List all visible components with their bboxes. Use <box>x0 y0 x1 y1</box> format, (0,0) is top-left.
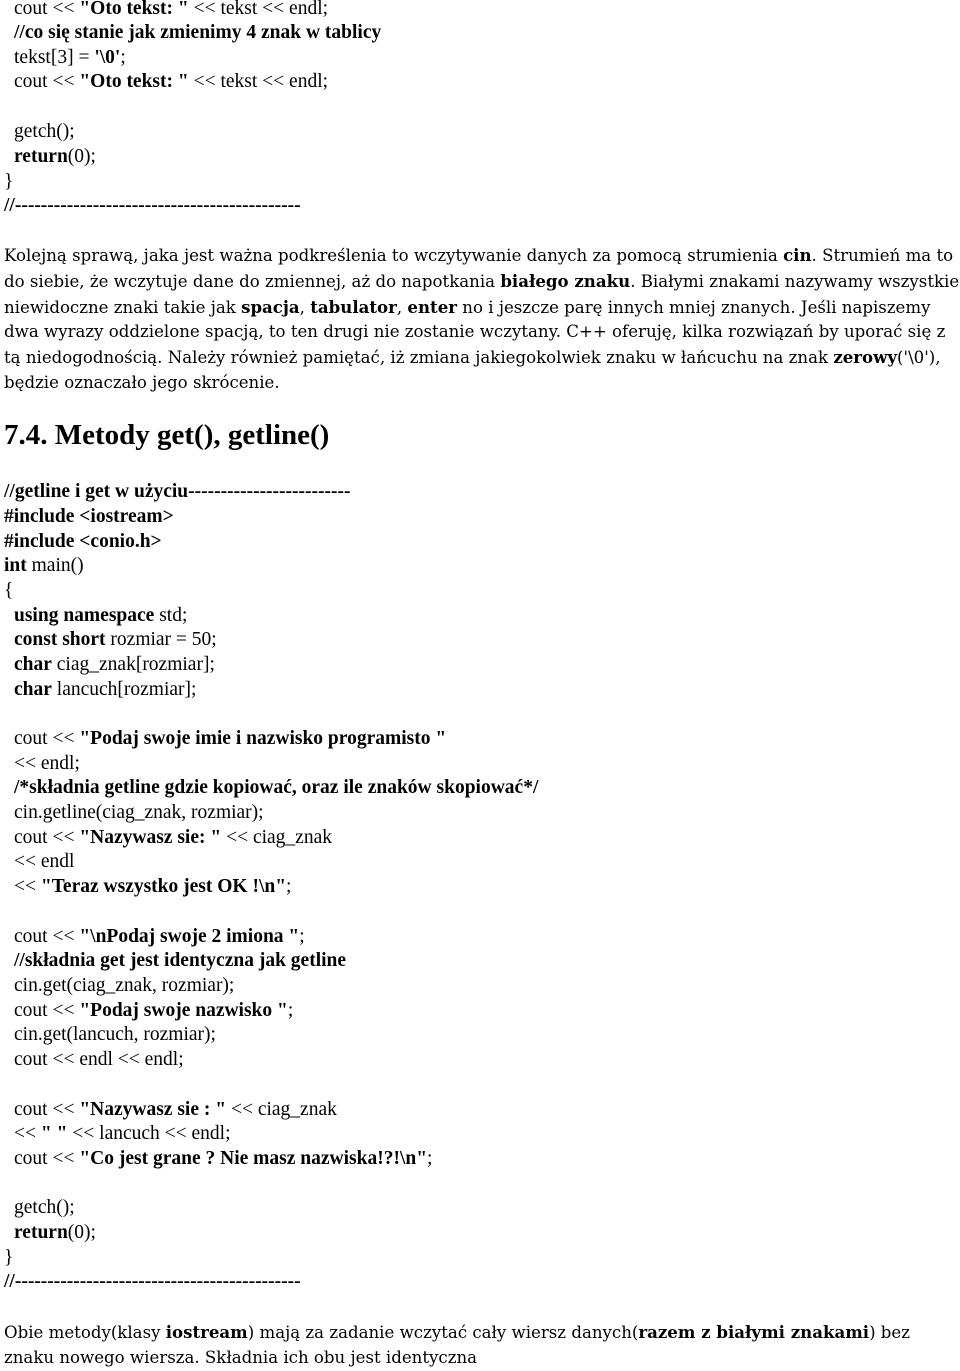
code-line: << endl <box>14 851 75 872</box>
code-comment: //co się stanie jak zmienimy 4 znak w tablicy <box>14 22 382 43</box>
code-line: << endl; <box>14 753 80 774</box>
code-line: getch(); <box>14 1197 75 1218</box>
code-closing-brace: } <box>4 1247 14 1268</box>
code-closing-brace: } <box>4 171 14 192</box>
code-line: return(0); <box>14 146 96 167</box>
code-line: using namespace std; <box>14 605 188 626</box>
code-separator-comment: //-------------------------------------------- <box>4 195 301 216</box>
code-line: cout << "Co jest grane ? Nie masz nazwiska!?!\n"; <box>14 1148 433 1169</box>
code-line: cout << "Nazywasz sie : " << ciag_znak <box>14 1099 337 1120</box>
code-line: << " " << lancuch << endl; <box>14 1123 231 1144</box>
code-line: << "Teraz wszystko jest OK !\n"; <box>14 876 292 897</box>
code-line: return(0); <box>14 1222 96 1243</box>
code-line: int main() <box>4 555 84 576</box>
code-line: cin.get(ciag_znak, rozmiar); <box>14 975 235 996</box>
code-include: #include <conio.h> <box>4 531 162 552</box>
code-opening-brace: { <box>4 580 14 601</box>
code-comment: //getline i get w użyciu------------------------- <box>4 481 351 502</box>
code-line: cout << "\nPodaj swoje 2 imiona "; <box>14 926 305 947</box>
code-comment: //składnia get jest identyczna jak getline <box>14 950 347 971</box>
code-include: #include <iostream> <box>4 506 174 527</box>
code-line: tekst[3] = '\0'; <box>14 47 126 68</box>
code-line: const short rozmiar = 50; <box>14 629 217 650</box>
code-line: cout << "Podaj swoje imie i nazwisko programisto " <box>14 728 447 749</box>
code-line: cout << endl << endl; <box>14 1049 184 1070</box>
code-line: cout << "Oto tekst: " << tekst << endl; <box>14 71 329 92</box>
code-line: char ciag_znak[rozmiar]; <box>14 654 215 675</box>
code-line: cin.getline(ciag_znak, rozmiar); <box>14 802 264 823</box>
paragraph-get-getline: Obie metody(klasy iostream) mają za zadanie wczytać cały wiersz danych(razem z białymi znakami) bez znaku nowego wiersza. Składnia ich obu jest identyczna <box>4 1322 910 1367</box>
code-line: cin.get(lancuch, rozmiar); <box>14 1024 216 1045</box>
paragraph-cin-whitespace: Kolejną sprawą, jaka jest ważna podkreślenia to wczytywanie danych za pomocą strumienia cin. Strumień ma to do siebie, że wczytuje dane do zmiennej, aż do napotkania białego znaku. Białymi znakami nazywamy wszystkie niewidoczne znaki takie jak spacja, tabulator, enter no i jeszcze parę innych mniej znanych. Jeśli napiszemy dwa wyrazy oddzielone spacją, to ten drugi nie zostanie wczytany. C++ oferuję, kilka rozwiązań by uporać się z tą niedogodnością. Należy również pamiętać, iż zmiana jakiegokolwiek znaku w łańcuchu na znak zerowy('\0'), będzie oznaczało jego skrócenie. <box>4 245 960 392</box>
section-heading: 7.4. Metody get(), getline() <box>4 419 330 451</box>
code-line: char lancuch[rozmiar]; <box>14 679 197 700</box>
code-separator-comment: //-------------------------------------------- <box>4 1271 301 1292</box>
code-line: cout << "Podaj swoje nazwisko "; <box>14 1000 294 1021</box>
code-line: cout << "Oto tekst: " << tekst << endl; <box>14 0 329 19</box>
code-comment: /*składnia getline gdzie kopiować, oraz ile znaków skopiować*/ <box>14 777 539 798</box>
code-line: cout << "Nazywasz sie: " << ciag_znak <box>14 827 332 848</box>
code-line: getch(); <box>14 121 75 142</box>
